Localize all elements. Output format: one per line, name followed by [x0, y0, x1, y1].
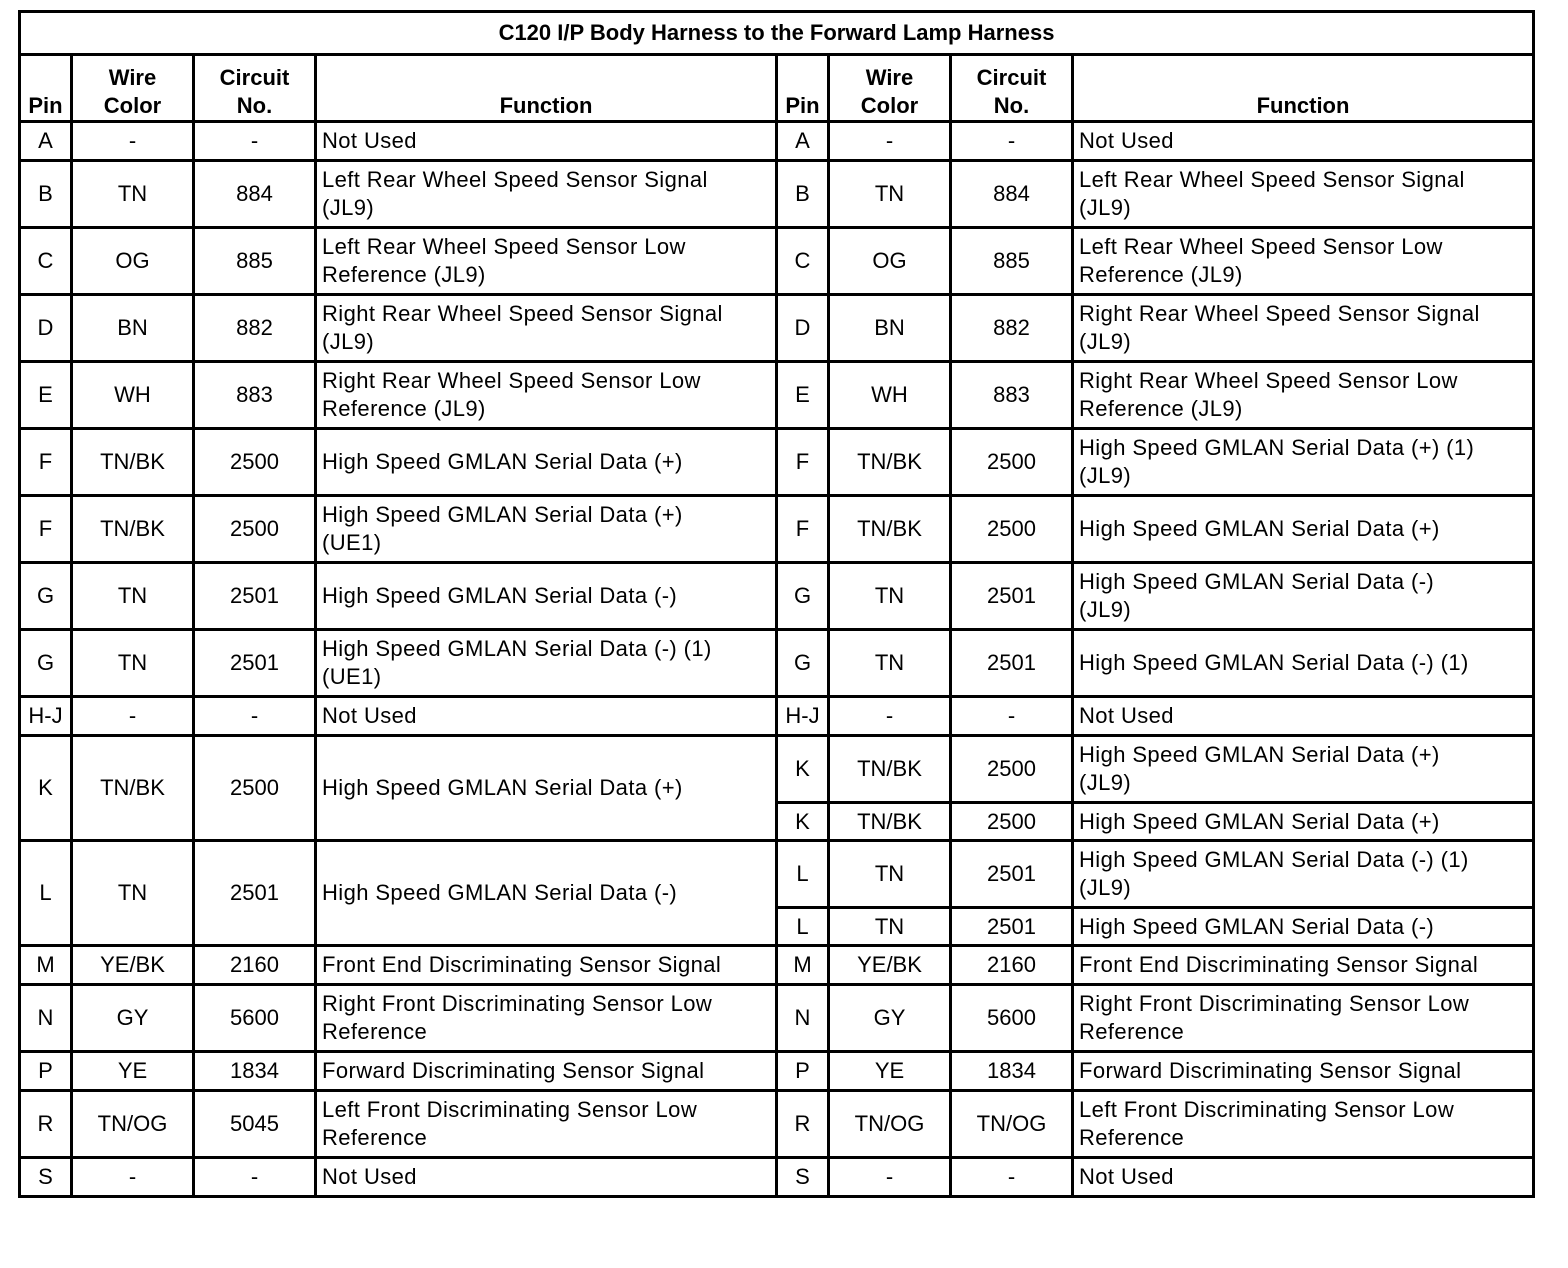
pin-cell-left: S — [20, 1158, 72, 1197]
function-cell-left: High Speed GMLAN Serial Data (-) — [316, 563, 777, 630]
wire-color-cell-left: OG — [72, 228, 194, 295]
header-circuit-no-left: Circuit No. — [194, 55, 316, 122]
function-cell-left: High Speed GMLAN Serial Data (+) — [316, 429, 777, 496]
wire-color-cell-right: TN/BK — [829, 496, 951, 563]
table-row — [20, 362, 1534, 429]
function-cell-left: Left Rear Wheel Speed Sensor Low Reference (JL9) — [316, 228, 777, 295]
pin-cell-right: B — [777, 161, 829, 228]
wire-color-cell-right: - — [829, 1158, 951, 1197]
function-cell-right: Right Rear Wheel Speed Sensor Signal (JL9) — [1073, 295, 1534, 362]
pin-cell-left: G — [20, 563, 72, 630]
table-row — [20, 1158, 1534, 1197]
wire-color-cell-left: TN — [72, 630, 194, 697]
header-wire-color-left: Wire Color — [72, 55, 194, 122]
function-cell-left: High Speed GMLAN Serial Data (-) — [316, 841, 777, 946]
function-cell-right: Right Front Discriminating Sensor Low Reference — [1073, 985, 1534, 1052]
wire-color-cell-right: YE/BK — [829, 946, 951, 985]
circuit-no-cell-right: 882 — [951, 295, 1073, 362]
pin-cell-left: K — [20, 736, 72, 841]
table-row — [20, 697, 1534, 736]
function-cell-right: High Speed GMLAN Serial Data (-) (1) (JL9) — [1073, 841, 1534, 908]
header-circuit-no-right: Circuit No. — [951, 55, 1073, 122]
pin-cell-left: D — [20, 295, 72, 362]
header-wire-color-right: Wire Color — [829, 55, 951, 122]
wire-color-cell-right: TN — [829, 841, 951, 908]
function-cell-left: Right Rear Wheel Speed Sensor Low Reference (JL9) — [316, 362, 777, 429]
pin-cell-right: G — [777, 563, 829, 630]
pin-cell-right: F — [777, 429, 829, 496]
circuit-no-cell-left: 2501 — [194, 630, 316, 697]
circuit-no-cell-right: - — [951, 697, 1073, 736]
function-cell-right: High Speed GMLAN Serial Data (+) — [1073, 496, 1534, 563]
pin-cell-right: C — [777, 228, 829, 295]
wire-color-cell-left: TN/OG — [72, 1091, 194, 1158]
pin-cell-left: F — [20, 429, 72, 496]
function-cell-left: Not Used — [316, 122, 777, 161]
pin-cell-left: N — [20, 985, 72, 1052]
circuit-no-cell-left: 2500 — [194, 736, 316, 841]
circuit-no-cell-right: 1834 — [951, 1052, 1073, 1091]
wire-color-cell-left: TN/BK — [72, 736, 194, 841]
header-function-left: Function — [316, 55, 777, 122]
wire-color-cell-right: TN — [829, 563, 951, 630]
circuit-no-cell-right: 885 — [951, 228, 1073, 295]
wire-color-cell-right: YE — [829, 1052, 951, 1091]
function-cell-left: Right Rear Wheel Speed Sensor Signal (JL9) — [316, 295, 777, 362]
circuit-no-cell-right: - — [951, 1158, 1073, 1197]
function-cell-right: High Speed GMLAN Serial Data (+) (JL9) — [1073, 736, 1534, 803]
function-cell-right: Front End Discriminating Sensor Signal — [1073, 946, 1534, 985]
circuit-no-cell-left: 883 — [194, 362, 316, 429]
table-row — [20, 1091, 1534, 1158]
wire-color-cell-right: OG — [829, 228, 951, 295]
pin-cell-left: B — [20, 161, 72, 228]
circuit-no-cell-right: 2501 — [951, 841, 1073, 908]
pin-cell-left: L — [20, 841, 72, 946]
pin-cell-left: M — [20, 946, 72, 985]
pin-cell-left: H-J — [20, 697, 72, 736]
pin-cell-right: F — [777, 496, 829, 563]
wire-color-cell-right: - — [829, 122, 951, 161]
wire-color-cell-left: TN — [72, 161, 194, 228]
circuit-no-cell-left: 5045 — [194, 1091, 316, 1158]
pin-cell-left: E — [20, 362, 72, 429]
table-row — [20, 161, 1534, 228]
circuit-no-cell-right: - — [951, 122, 1073, 161]
function-cell-left: Not Used — [316, 1158, 777, 1197]
wire-color-cell-left: WH — [72, 362, 194, 429]
pin-cell-right: K — [777, 803, 829, 841]
function-cell-left: Front End Discriminating Sensor Signal — [316, 946, 777, 985]
pin-cell-left: G — [20, 630, 72, 697]
function-cell-right: High Speed GMLAN Serial Data (-) (1) — [1073, 630, 1534, 697]
function-cell-left: Left Rear Wheel Speed Sensor Signal (JL9) — [316, 161, 777, 228]
function-cell-right: Left Rear Wheel Speed Sensor Signal (JL9) — [1073, 161, 1534, 228]
table-row — [20, 228, 1534, 295]
function-cell-left: Right Front Discriminating Sensor Low Reference — [316, 985, 777, 1052]
wire-color-cell-left: - — [72, 122, 194, 161]
circuit-no-cell-right: 2500 — [951, 803, 1073, 841]
wire-color-cell-right: BN — [829, 295, 951, 362]
circuit-no-cell-right: 2501 — [951, 908, 1073, 946]
table-row — [20, 295, 1534, 362]
wire-color-cell-right: TN/BK — [829, 429, 951, 496]
circuit-no-cell-left: 5600 — [194, 985, 316, 1052]
circuit-no-cell-left: 2501 — [194, 841, 316, 946]
pin-cell-right: E — [777, 362, 829, 429]
function-cell-right: Not Used — [1073, 122, 1534, 161]
circuit-no-cell-right: 5600 — [951, 985, 1073, 1052]
header-pin-left: Pin — [20, 55, 72, 122]
function-cell-right: High Speed GMLAN Serial Data (+) (1) (JL9) — [1073, 429, 1534, 496]
function-cell-left: High Speed GMLAN Serial Data (+) (UE1) — [316, 496, 777, 563]
circuit-no-cell-right: 2501 — [951, 563, 1073, 630]
wire-color-cell-left: TN — [72, 563, 194, 630]
circuit-no-cell-left: 882 — [194, 295, 316, 362]
table-row — [20, 1052, 1534, 1091]
function-cell-right: Right Rear Wheel Speed Sensor Low Reference (JL9) — [1073, 362, 1534, 429]
pin-cell-right: L — [777, 908, 829, 946]
function-cell-right: Not Used — [1073, 1158, 1534, 1197]
circuit-no-cell-left: - — [194, 1158, 316, 1197]
pin-cell-right: D — [777, 295, 829, 362]
pin-cell-left: C — [20, 228, 72, 295]
pin-cell-right: G — [777, 630, 829, 697]
wire-color-cell-left: YE — [72, 1052, 194, 1091]
wire-color-cell-left: BN — [72, 295, 194, 362]
pin-cell-right: P — [777, 1052, 829, 1091]
circuit-no-cell-left: 884 — [194, 161, 316, 228]
pin-cell-right: M — [777, 946, 829, 985]
circuit-no-cell-left: 2500 — [194, 429, 316, 496]
function-cell-left: Left Front Discriminating Sensor Low Reference — [316, 1091, 777, 1158]
pin-cell-right: H-J — [777, 697, 829, 736]
circuit-no-cell-left: - — [194, 122, 316, 161]
function-cell-left: Not Used — [316, 697, 777, 736]
header-row — [20, 55, 1534, 122]
circuit-no-cell-right: 2500 — [951, 496, 1073, 563]
wire-color-cell-right: TN/BK — [829, 803, 951, 841]
wire-color-cell-right: GY — [829, 985, 951, 1052]
function-cell-left: High Speed GMLAN Serial Data (+) — [316, 736, 777, 841]
pin-cell-left: F — [20, 496, 72, 563]
table-row — [20, 563, 1534, 630]
circuit-no-cell-left: 2160 — [194, 946, 316, 985]
wire-color-cell-right: TN — [829, 630, 951, 697]
function-cell-left: High Speed GMLAN Serial Data (-) (1) (UE1) — [316, 630, 777, 697]
wire-color-cell-right: TN — [829, 161, 951, 228]
pin-cell-right: A — [777, 122, 829, 161]
circuit-no-cell-left: 1834 — [194, 1052, 316, 1091]
wire-color-cell-right: WH — [829, 362, 951, 429]
wire-color-cell-right: TN/OG — [829, 1091, 951, 1158]
circuit-no-cell-right: 884 — [951, 161, 1073, 228]
circuit-no-cell-right: TN/OG — [951, 1091, 1073, 1158]
wire-color-cell-left: TN — [72, 841, 194, 946]
table-row — [20, 841, 1534, 908]
header-pin-right: Pin — [777, 55, 829, 122]
wire-color-cell-left: - — [72, 1158, 194, 1197]
circuit-no-cell-right: 2500 — [951, 429, 1073, 496]
wire-color-cell-right: TN — [829, 908, 951, 946]
table-row — [20, 496, 1534, 563]
table-row — [20, 736, 1534, 803]
function-cell-right: Left Front Discriminating Sensor Low Reference — [1073, 1091, 1534, 1158]
table-row — [20, 122, 1534, 161]
table-row — [20, 429, 1534, 496]
circuit-no-cell-left: 2501 — [194, 563, 316, 630]
table-row — [20, 946, 1534, 985]
wire-color-cell-right: - — [829, 697, 951, 736]
connector-table-wrapper — [18, 10, 1535, 1198]
function-cell-right: Forward Discriminating Sensor Signal — [1073, 1052, 1534, 1091]
pin-cell-right: L — [777, 841, 829, 908]
circuit-no-cell-left: 885 — [194, 228, 316, 295]
wire-color-cell-left: YE/BK — [72, 946, 194, 985]
header-function-right: Function — [1073, 55, 1534, 122]
function-cell-right: Left Rear Wheel Speed Sensor Low Reference (JL9) — [1073, 228, 1534, 295]
wire-color-cell-left: TN/BK — [72, 429, 194, 496]
function-cell-right: High Speed GMLAN Serial Data (-) — [1073, 908, 1534, 946]
table-row — [20, 630, 1534, 697]
wire-color-cell-left: - — [72, 697, 194, 736]
pin-cell-right: R — [777, 1091, 829, 1158]
table-row — [20, 985, 1534, 1052]
circuit-no-cell-right: 2500 — [951, 736, 1073, 803]
circuit-no-cell-right: 883 — [951, 362, 1073, 429]
table-body — [20, 122, 1534, 1197]
circuit-no-cell-left: 2500 — [194, 496, 316, 563]
wire-color-cell-right: TN/BK — [829, 736, 951, 803]
pin-cell-right: N — [777, 985, 829, 1052]
pin-cell-right: S — [777, 1158, 829, 1197]
circuit-no-cell-right: 2501 — [951, 630, 1073, 697]
circuit-no-cell-right: 2160 — [951, 946, 1073, 985]
table-title: C120 I/P Body Harness to the Forward Lamp Harness — [20, 12, 1534, 55]
circuit-no-cell-left: - — [194, 697, 316, 736]
pin-cell-right: K — [777, 736, 829, 803]
pin-cell-left: A — [20, 122, 72, 161]
function-cell-right: High Speed GMLAN Serial Data (+) — [1073, 803, 1534, 841]
function-cell-left: Forward Discriminating Sensor Signal — [316, 1052, 777, 1091]
connector-pinout-table — [18, 10, 1535, 1198]
pin-cell-left: P — [20, 1052, 72, 1091]
function-cell-right: Not Used — [1073, 697, 1534, 736]
wire-color-cell-left: TN/BK — [72, 496, 194, 563]
function-cell-right: High Speed GMLAN Serial Data (-) (JL9) — [1073, 563, 1534, 630]
pin-cell-left: R — [20, 1091, 72, 1158]
wire-color-cell-left: GY — [72, 985, 194, 1052]
